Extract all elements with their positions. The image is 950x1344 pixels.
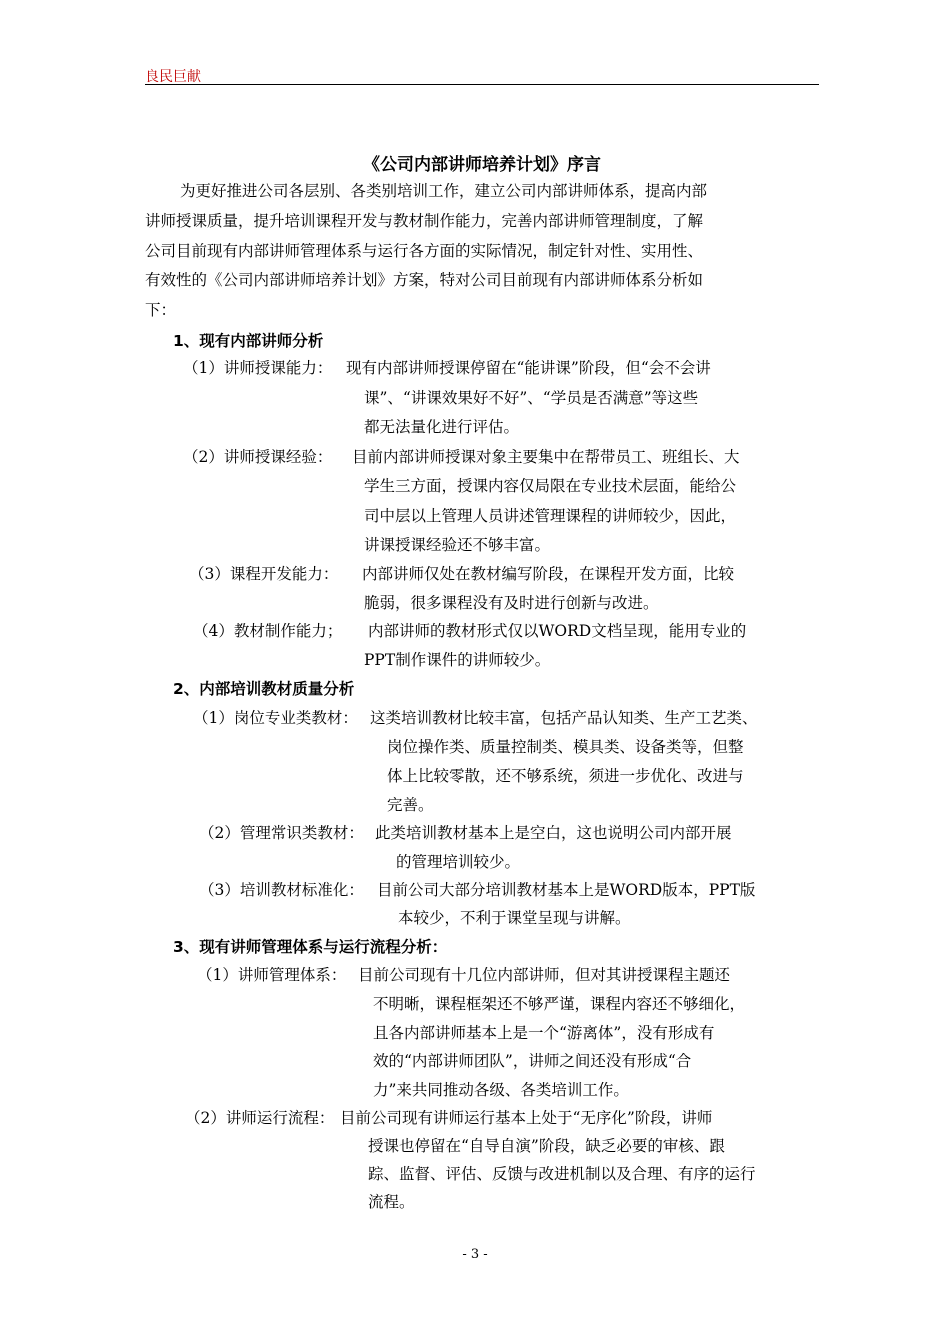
- item-text: PPT制作课件的讲师较少。: [364, 651, 551, 669]
- page-title: 《公司内部讲师培养计划》序言: [363, 155, 601, 175]
- item-text: 司中层以上管理人员讲述管理课程的讲师较少，因此，: [364, 507, 737, 525]
- item-text: 脆弱，很多课程没有及时进行创新与改进。: [364, 594, 659, 612]
- item-text: 本较少，不利于课堂呈现与讲解。: [398, 909, 631, 927]
- section-heading: 1、现有内部讲师分析: [173, 332, 324, 350]
- intro-line: 讲师授课质量，提升培训课程开发与教材制作能力，完善内部讲师管理制度，了解: [145, 212, 704, 230]
- item-text: 不明晰，课程框架还不够严谨，课程内容还不够细化，: [373, 995, 746, 1013]
- item-label: （2）讲师运行流程：: [185, 1109, 335, 1127]
- section-heading: 3、现有讲师管理体系与运行流程分析：: [173, 938, 448, 956]
- page-number: - 3 -: [462, 1247, 488, 1262]
- item-text: 力”来共同推动各级、各类培训工作。: [373, 1081, 629, 1099]
- item-text: 此类培训教材基本上是空白，这也说明公司内部开展: [375, 824, 732, 842]
- item-label: （4）教材制作能力；: [193, 622, 343, 640]
- item-text: 效的“内部讲师团队”，讲师之间还没有形成“合: [373, 1052, 692, 1070]
- intro-line: 公司目前现有内部讲师管理体系与运行各方面的实际情况，制定针对性、实用性、: [145, 242, 704, 260]
- item-text: 且各内部讲师基本上是一个“游离体”，没有形成有: [373, 1024, 715, 1042]
- item-text: 内部讲师的教材形式仅以WORD文档呈现，能用专业的: [368, 622, 747, 640]
- item-text: 目前内部讲师授课对象主要集中在帮带员工、班组长、大: [352, 448, 740, 466]
- intro-line: 有效性的《公司内部讲师培养计划》方案，特对公司目前现有内部讲师体系分析如: [145, 271, 704, 289]
- section-heading: 2、内部培训教材质量分析: [173, 680, 355, 698]
- intro-line: 下：: [145, 301, 177, 319]
- item-text: 讲课授课经验还不够丰富。: [364, 536, 551, 554]
- item-text: 流程。: [368, 1193, 415, 1211]
- item-label: （1）讲师管理体系：: [197, 966, 347, 984]
- item-text: 课”、“讲课效果好不好”、“学员是否满意”等这些: [364, 389, 699, 407]
- item-text: 学生三方面，授课内容仅局限在专业技术层面，能给公: [364, 477, 737, 495]
- header-rule: [145, 84, 819, 85]
- header-text: 良民巨献: [145, 69, 201, 85]
- item-text: 内部讲师仅处在教材编写阶段，在课程开发方面，比较: [362, 565, 735, 583]
- item-label: （2）管理常识类教材：: [199, 824, 364, 842]
- item-text: 都无法量化进行评估。: [364, 418, 520, 436]
- item-text: 的管理培训较少。: [396, 853, 521, 871]
- intro-line: 为更好推进公司各层别、各类别培训工作，建立公司内部讲师体系，提高内部: [180, 182, 708, 200]
- item-label: （2）讲师授课经验：: [183, 448, 333, 466]
- item-text: 完善。: [387, 796, 434, 814]
- item-text: 体上比较零散，还不够系统，须进一步优化、改进与: [387, 767, 744, 785]
- item-label: （1）岗位专业类教材：: [193, 709, 358, 727]
- item-text: 踪、监督、评估、反馈与改进机制以及合理、有序的运行: [368, 1165, 756, 1183]
- item-text: 现有内部讲师授课停留在“能讲课”阶段，但“会不会讲: [346, 359, 711, 377]
- item-label: （1）讲师授课能力：: [183, 359, 333, 377]
- item-label: （3）培训教材标准化：: [199, 881, 364, 899]
- item-label: （3）课程开发能力：: [189, 565, 339, 583]
- item-text: 授课也停留在“自导自演”阶段，缺乏必要的审核、跟: [368, 1137, 725, 1155]
- item-text: 这类培训教材比较丰富，包括产品认知类、生产工艺类、: [370, 709, 758, 727]
- item-text: 目前公司大部分培训教材基本上是WORD版本，PPT版: [377, 881, 756, 899]
- item-text: 目前公司现有十几位内部讲师，但对其讲授课程主题还: [358, 966, 731, 984]
- item-text: 目前公司现有讲师运行基本上处于“无序化”阶段，讲师: [340, 1109, 713, 1127]
- item-text: 岗位操作类、质量控制类、模具类、设备类等，但整: [387, 738, 744, 756]
